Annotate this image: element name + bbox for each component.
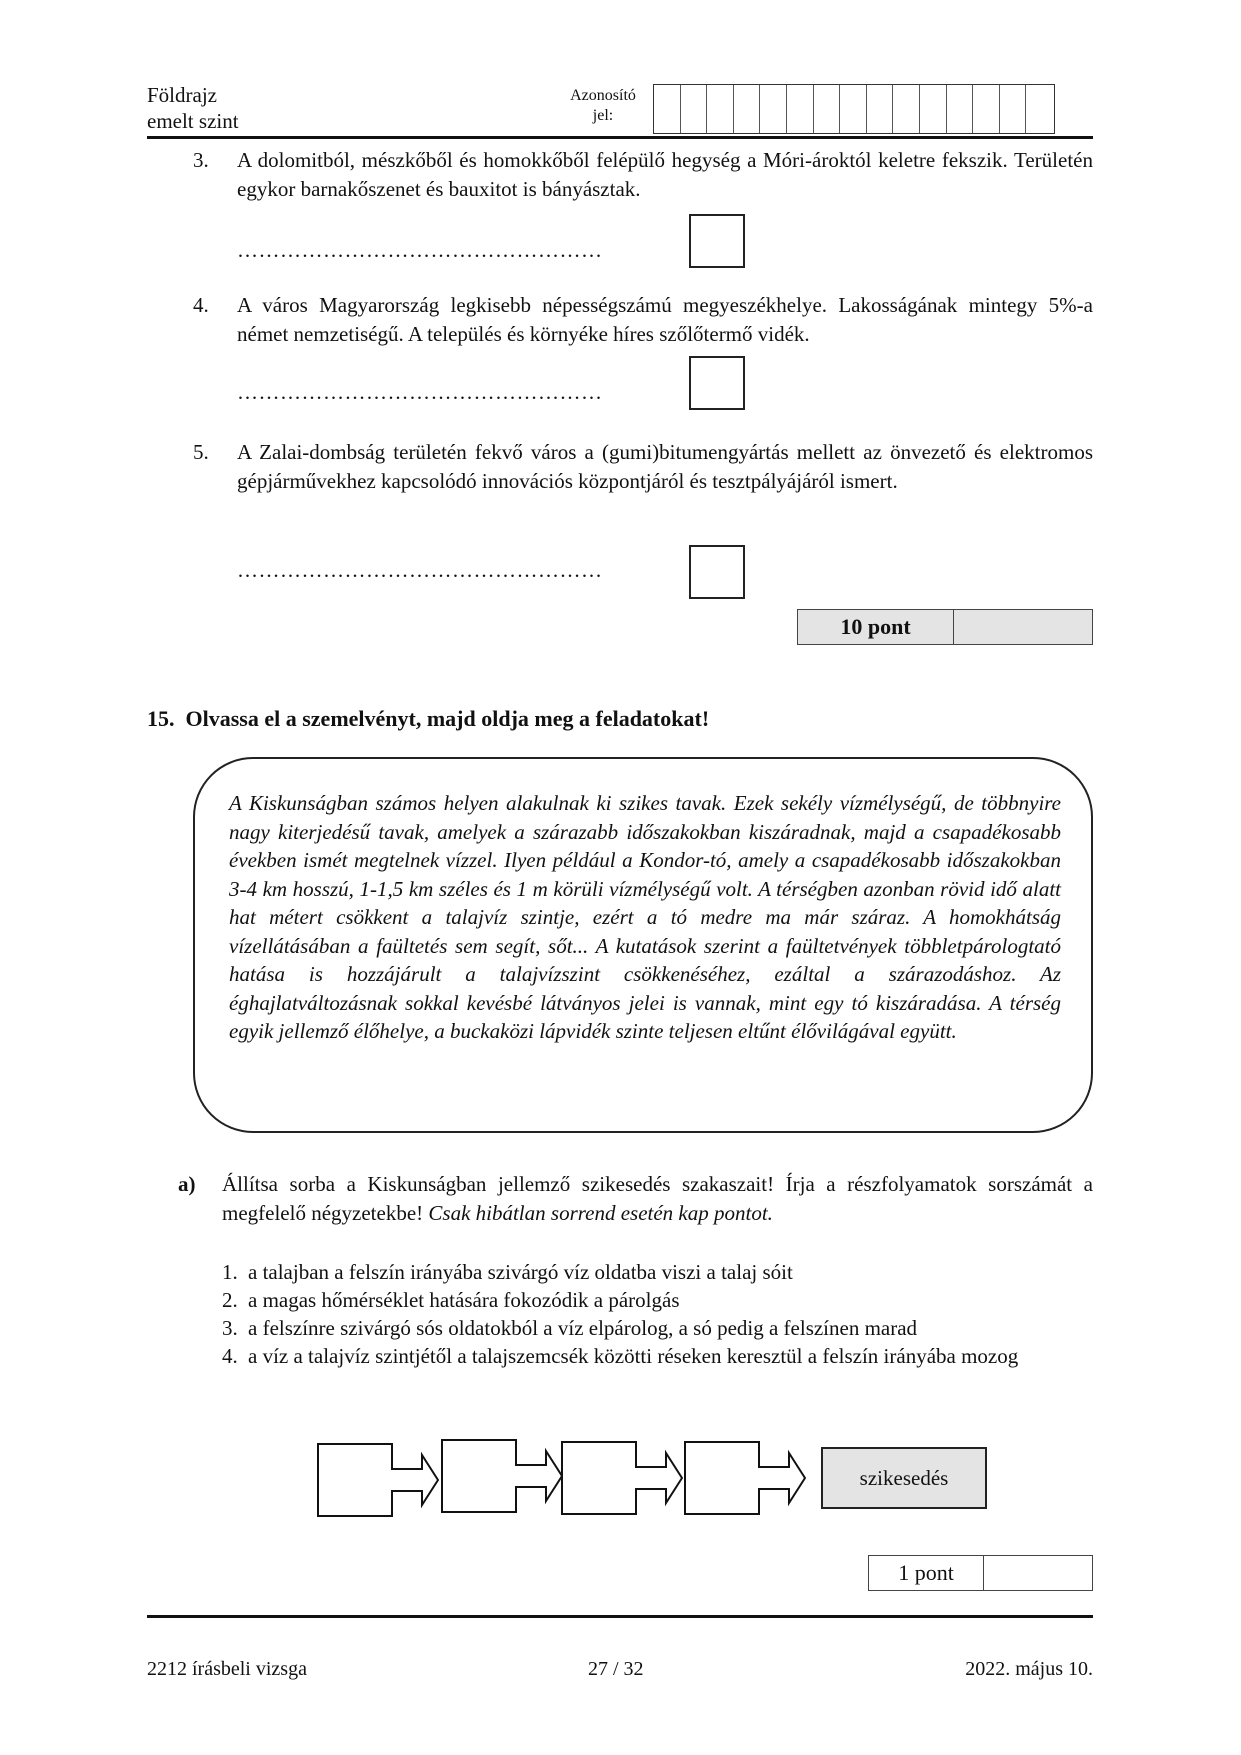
step-text: a magas hőmérséklet hatására fokozódik a párolgás [248, 1288, 680, 1312]
id-cell[interactable] [947, 85, 974, 133]
step-item [222, 1342, 1102, 1370]
id-cell[interactable] [1026, 85, 1053, 133]
step-item [222, 1314, 1102, 1342]
flow-box-4[interactable] [684, 1441, 806, 1515]
footer-exam-code: 2212 írásbeli vizsga [147, 1658, 307, 1680]
score-box-1 [868, 1555, 1093, 1591]
question-text: A dolomitból, mészkőből és homokkőből felépülő hegység a Móri-ároktól keletre fekszik. Területén egykor barnakőszenet és bauxitot is bányásztak. [237, 148, 1093, 201]
instruction-text: Állítsa sorba a Kiskunságban jellemző szikesedés szakaszait! Írja a részfolyamatok sorszámát a megfelelő négyzetekbe! [222, 1172, 1093, 1225]
passage-box [193, 757, 1093, 1133]
passage-text: A Kiskunságban számos helyen alakulnak ki szikes tavak. Ezek sekély vízmélységű, de többnyire nagy kiterjedésű tavak, amelyek a szárazabb időszakokban kiszáradnak, majd a csapadékosabb években ismét megtelnek vízzel. Ilyen például a Kondor-tó, amely a csapadékosabb időszakokban 3-4 km hosszú, 1-1,5 km széles és 1 m körüli vízmélységű volt. A térségben azonban rövid idő alatt hat métert csökkent a talajvíz szintje, ezért a tó medre ma már száraz. A homokhátság vízellátásában a faültetés sem segít, sőt... A kutatások szerint a faültetvények többletpárologtató hatása is hozzájárult a talajvízszint csökkenéséhez, ezáltal a szárazodáshoz. Az éghajlatváltozásnak sokkal kevésbé látványos jelei is vannak, mint egy tó kiszáradása. A térség egyik jellemző élőhelye, a buckaközi lápvidék szinte teljesen eltűnt élővilágával együtt. [229, 791, 1061, 1043]
step-item [222, 1286, 1102, 1314]
answer-box-3[interactable] [689, 214, 745, 268]
question-text: A Zalai-dombság területén fekvő város a (gumi)bitumengyártás mellett az önvezető és elektromos gépjárművekhez kapcsolódó innovációs központjáról és tesztpályájáról ismert. [237, 440, 1093, 493]
task-15-title: 15. Olvassa el a szemelvényt, majd oldja meg a feladatokat! [147, 706, 710, 731]
arrow-box-icon [441, 1439, 563, 1513]
answer-box-5[interactable] [689, 545, 745, 599]
id-cell[interactable] [893, 85, 920, 133]
question-number: 4. [193, 293, 209, 317]
arrow-box-icon [684, 1441, 806, 1515]
flow-box-2[interactable] [441, 1439, 563, 1513]
score-value-field[interactable] [984, 1556, 1092, 1590]
arrow-box-icon [561, 1441, 683, 1515]
instruction-note: Csak hibátlan sorrend esetén kap pontot. [428, 1201, 773, 1225]
step-number: 3. [222, 1316, 238, 1340]
step-text: a talajban a felszín irányába szivárgó víz oldatba viszi a talaj sóit [248, 1260, 793, 1284]
id-cell[interactable] [681, 85, 708, 133]
id-code-grid[interactable] [653, 84, 1055, 134]
footer-date: 2022. május 10. [965, 1658, 1093, 1680]
id-cell[interactable] [734, 85, 761, 133]
question-number: 5. [193, 440, 209, 464]
question-number: 3. [193, 148, 209, 172]
score-value-field[interactable] [954, 610, 1092, 644]
id-label [558, 86, 648, 126]
steps-list [222, 1258, 1102, 1370]
answer-box-4[interactable] [689, 356, 745, 410]
score-label: 10 pont [798, 610, 954, 644]
score-label: 1 pont [869, 1556, 984, 1590]
header-level: emelt szint [147, 109, 239, 133]
question-3 [193, 146, 1093, 204]
id-cell[interactable] [867, 85, 894, 133]
id-label-line2: jel: [592, 107, 614, 124]
id-label-line1: Azonosító [570, 87, 636, 104]
step-number: 1. [222, 1260, 238, 1284]
id-cell[interactable] [760, 85, 787, 133]
id-cell[interactable] [840, 85, 867, 133]
id-cell[interactable] [707, 85, 734, 133]
flow-box-3[interactable] [561, 1441, 683, 1515]
header-rule [147, 136, 1093, 139]
id-cell[interactable] [1000, 85, 1027, 133]
header-subject: Földrajz [147, 83, 217, 107]
answer-line-3[interactable]: …………………………………………… [237, 238, 603, 262]
step-number: 2. [222, 1288, 238, 1312]
arrow-box-icon [317, 1443, 439, 1517]
answer-line-4[interactable]: …………………………………………… [237, 380, 603, 404]
step-text: a felszínre szivárgó sós oldatokból a víz elpárolog, a só pedig a felszínen marad [248, 1316, 918, 1340]
answer-line-5[interactable]: …………………………………………… [237, 558, 603, 582]
step-number: 4. [222, 1344, 238, 1368]
step-item [222, 1258, 1102, 1286]
id-cell[interactable] [814, 85, 841, 133]
flow-result-box: szikesedés [821, 1447, 987, 1509]
id-cell[interactable] [787, 85, 814, 133]
id-cell[interactable] [654, 85, 681, 133]
question-4 [193, 291, 1093, 349]
score-box-10 [797, 609, 1093, 645]
part-a-mark: a) [178, 1172, 196, 1196]
footer-page-number: 27 / 32 [588, 1658, 644, 1680]
id-cell[interactable] [973, 85, 1000, 133]
question-5 [193, 438, 1093, 496]
footer-rule [147, 1615, 1093, 1618]
part-a-instruction [222, 1170, 1093, 1228]
step-text: a víz a talajvíz szintjétől a talajszemcsék közötti réseken keresztül a felszín irányába mozog [248, 1344, 1019, 1368]
part-a [178, 1170, 1093, 1228]
question-text: A város Magyarország legkisebb népességszámú megyeszékhelye. Lakosságának mintegy 5%-a német nemzetiségű. A település és környéke híres szőlőtermő vidék. [237, 293, 1093, 346]
id-cell[interactable] [920, 85, 947, 133]
flow-box-1[interactable] [317, 1443, 439, 1517]
